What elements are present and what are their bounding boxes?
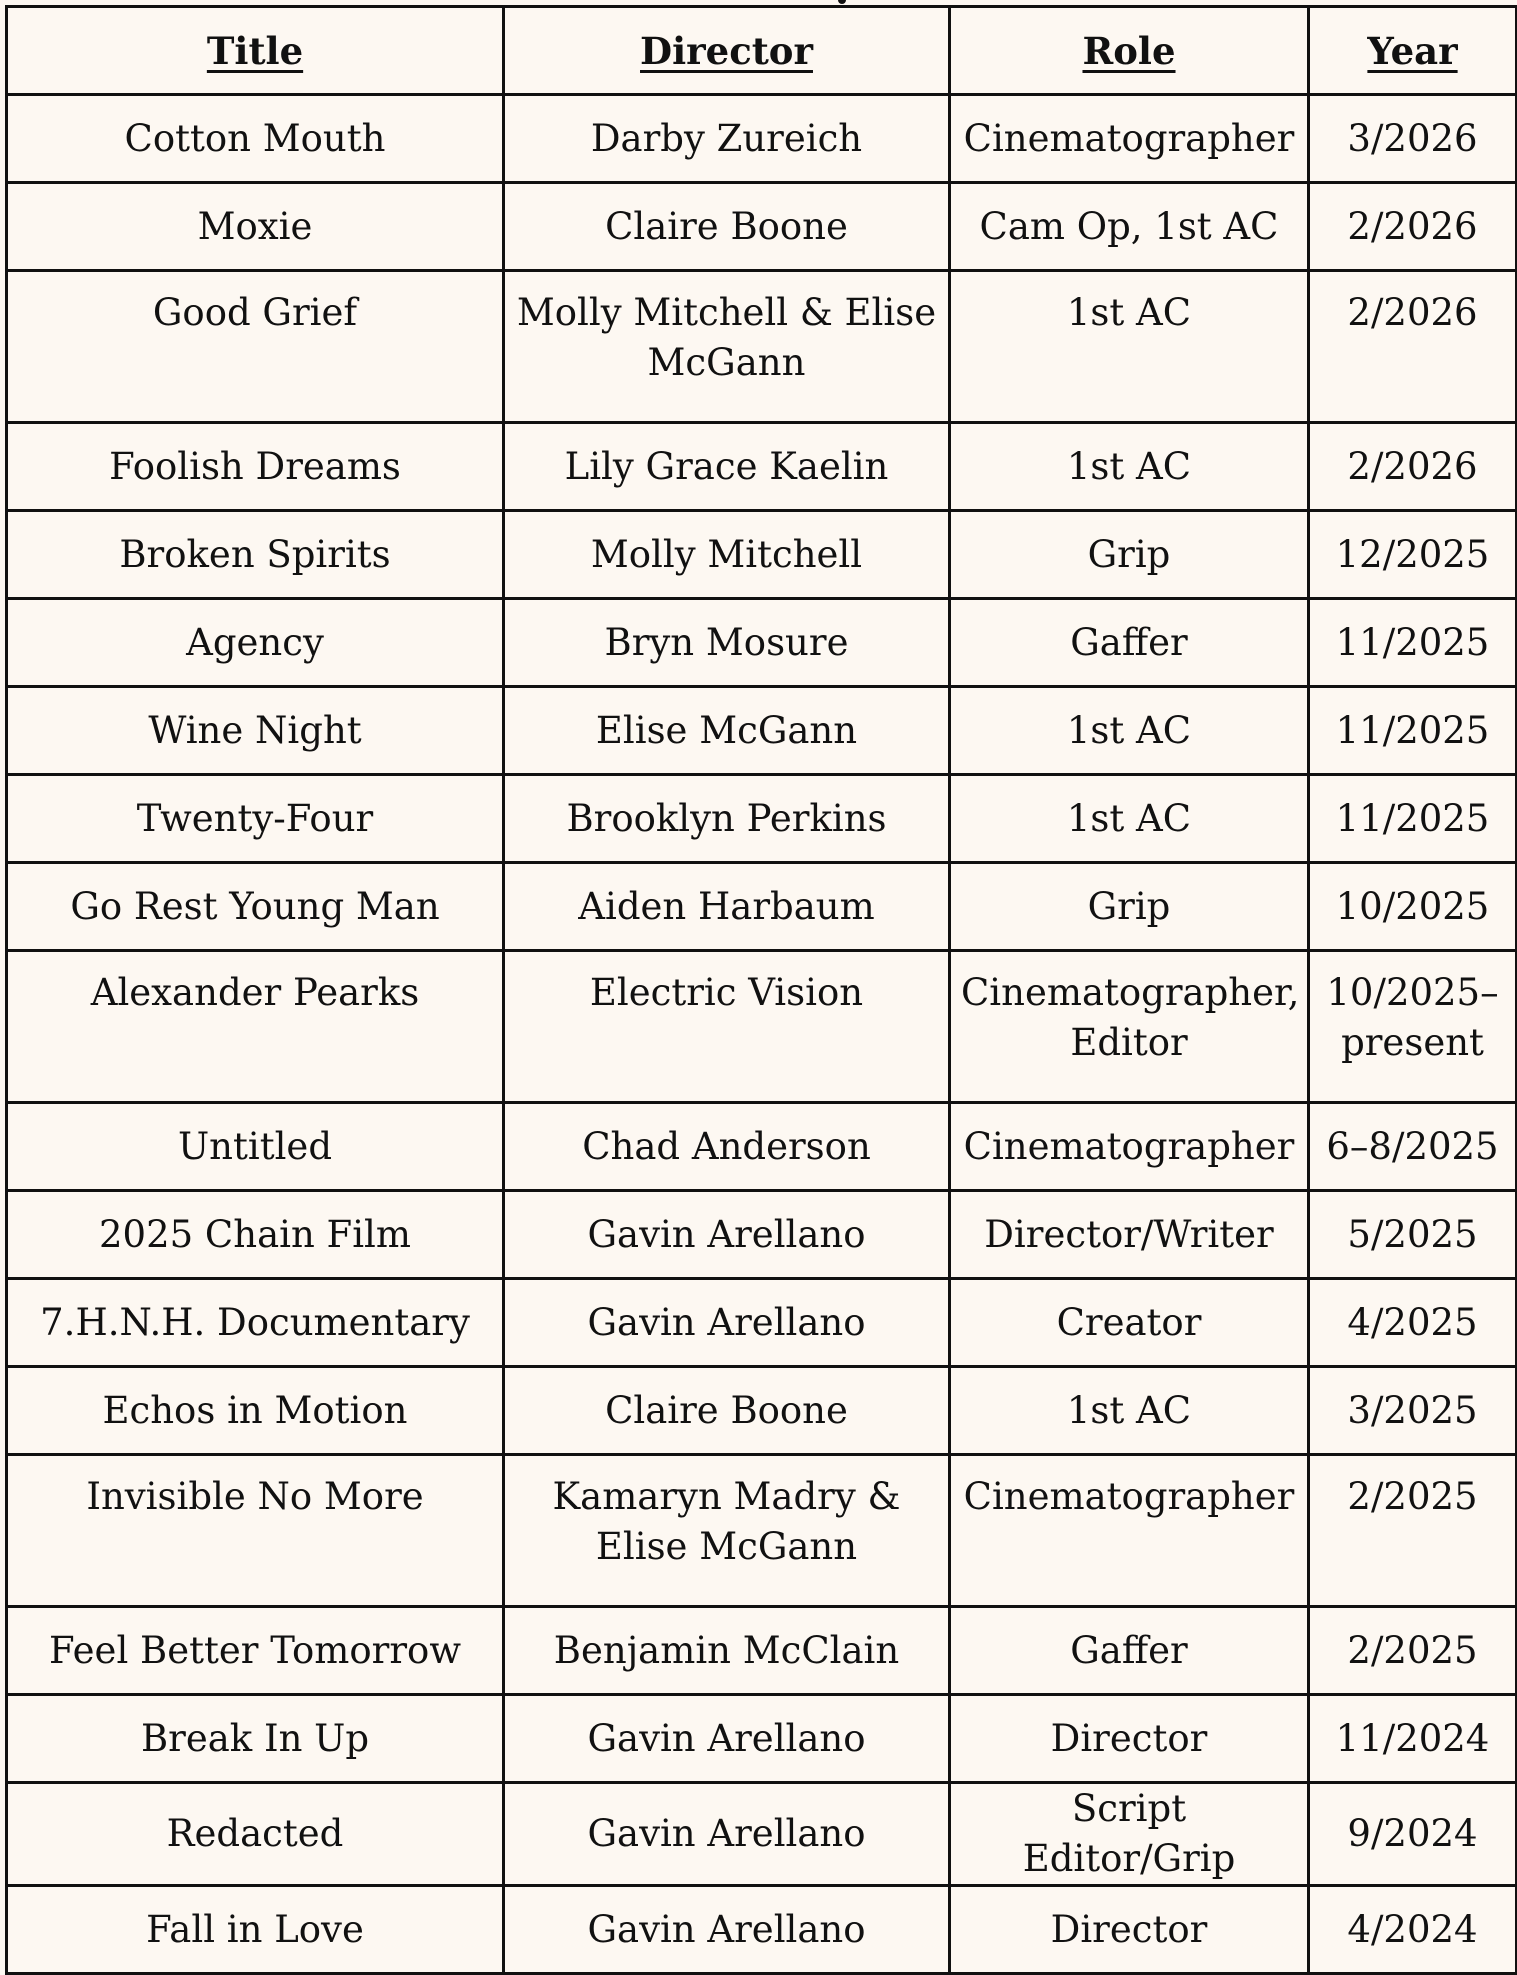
cell-role: 1st AC [950,687,1309,775]
credits-table [5,5,1517,1975]
cell-role: Cam Op, 1st AC [950,183,1309,271]
cell-title: Agency [7,599,504,687]
table-row [7,1886,1517,1974]
cell-year: 11/2024 [1309,1695,1517,1783]
header-year: Year [1309,7,1517,95]
cell-year: 12/2025 [1309,511,1517,599]
cell-year: 5/2025 [1309,1191,1517,1279]
header-director: Director [504,7,950,95]
cell-title: Foolish Dreams [7,423,504,511]
cell-director: Gavin Arellano [504,1695,950,1783]
cell-role: Director [950,1695,1309,1783]
cell-title: Twenty-Four [7,775,504,863]
cell-title: Cotton Mouth [7,95,504,183]
cell-title: Good Grief [7,271,504,423]
table-row [7,1455,1517,1607]
cell-director: Molly Mitchell & Elise McGann [504,271,950,423]
table-row [7,599,1517,687]
cell-director: Gavin Arellano [504,1191,950,1279]
cell-director: Aiden Harbaum [504,863,950,951]
cell-director: Molly Mitchell [504,511,950,599]
cell-year: 2/2026 [1309,183,1517,271]
cell-director: Kamaryn Madry & Elise McGann [504,1455,950,1607]
cell-role: Gaffer [950,599,1309,687]
cell-title: Moxie [7,183,504,271]
cell-title: Echos in Motion [7,1367,504,1455]
table-row [7,511,1517,599]
cell-role: 1st AC [950,1367,1309,1455]
cell-role: Director [950,1886,1309,1974]
cell-role: 1st AC [950,271,1309,423]
cell-role: Cinematographer [950,1455,1309,1607]
header-title: Title [7,7,504,95]
cell-role: Grip [950,863,1309,951]
table-header-row [7,7,1517,95]
cell-director: Gavin Arellano [504,1783,950,1886]
cell-year: 2/2026 [1309,423,1517,511]
cell-year: 11/2025 [1309,599,1517,687]
cell-year: 6–8/2025 [1309,1103,1517,1191]
cell-year: 2/2025 [1309,1607,1517,1695]
cell-role: Creator [950,1279,1309,1367]
cell-director: Gavin Arellano [504,1279,950,1367]
cell-year: 11/2025 [1309,775,1517,863]
table-row [7,863,1517,951]
cell-role: Cinematographer, Editor [950,951,1309,1103]
table-row [7,271,1517,423]
cell-title: 7.H.N.H. Documentary [7,1279,504,1367]
cell-year: 11/2025 [1309,687,1517,775]
table-row [7,1103,1517,1191]
cell-director: Elise McGann [504,687,950,775]
cell-director: Electric Vision [504,951,950,1103]
cell-title: Fall in Love [7,1886,504,1974]
cell-year: 10/2025–present [1309,951,1517,1103]
cell-director: Lily Grace Kaelin [504,423,950,511]
table-row [7,1367,1517,1455]
table-row [7,775,1517,863]
cell-title: Go Rest Young Man [7,863,504,951]
cell-role: Cinematographer [950,1103,1309,1191]
top-edge-mark [838,0,846,4]
cell-role: Gaffer [950,1607,1309,1695]
table-row [7,1191,1517,1279]
cell-role: Director/Writer [950,1191,1309,1279]
table-row [7,183,1517,271]
cell-director: Claire Boone [504,1367,950,1455]
cell-title: Break In Up [7,1695,504,1783]
cell-year: 9/2024 [1309,1783,1517,1886]
cell-role: Cinematographer [950,95,1309,183]
header-role: Role [950,7,1309,95]
cell-director: Chad Anderson [504,1103,950,1191]
cell-director: Brooklyn Perkins [504,775,950,863]
cell-title: Invisible No More [7,1455,504,1607]
table-row [7,423,1517,511]
cell-title: Untitled [7,1103,504,1191]
cell-year: 4/2024 [1309,1886,1517,1974]
table-row [7,687,1517,775]
cell-role: Grip [950,511,1309,599]
table-row [7,1783,1517,1886]
cell-title: Redacted [7,1783,504,1886]
cell-role: Script Editor/Grip [950,1783,1309,1886]
cell-year: 2/2025 [1309,1455,1517,1607]
cell-year: 2/2026 [1309,271,1517,423]
table-row [7,95,1517,183]
cell-role: 1st AC [950,775,1309,863]
cell-title: 2025 Chain Film [7,1191,504,1279]
table-row [7,1279,1517,1367]
cell-director: Benjamin McClain [504,1607,950,1695]
cell-year: 3/2026 [1309,95,1517,183]
table-row [7,1607,1517,1695]
cell-title: Feel Better Tomorrow [7,1607,504,1695]
cell-year: 3/2025 [1309,1367,1517,1455]
cell-role: 1st AC [950,423,1309,511]
cell-year: 4/2025 [1309,1279,1517,1367]
cell-director: Gavin Arellano [504,1886,950,1974]
table-row [7,1695,1517,1783]
cell-title: Broken Spirits [7,511,504,599]
cell-title: Alexander Pearks [7,951,504,1103]
cell-director: Darby Zureich [504,95,950,183]
table-row [7,951,1517,1103]
cell-director: Bryn Mosure [504,599,950,687]
cell-year: 10/2025 [1309,863,1517,951]
cell-title: Wine Night [7,687,504,775]
cell-director: Claire Boone [504,183,950,271]
